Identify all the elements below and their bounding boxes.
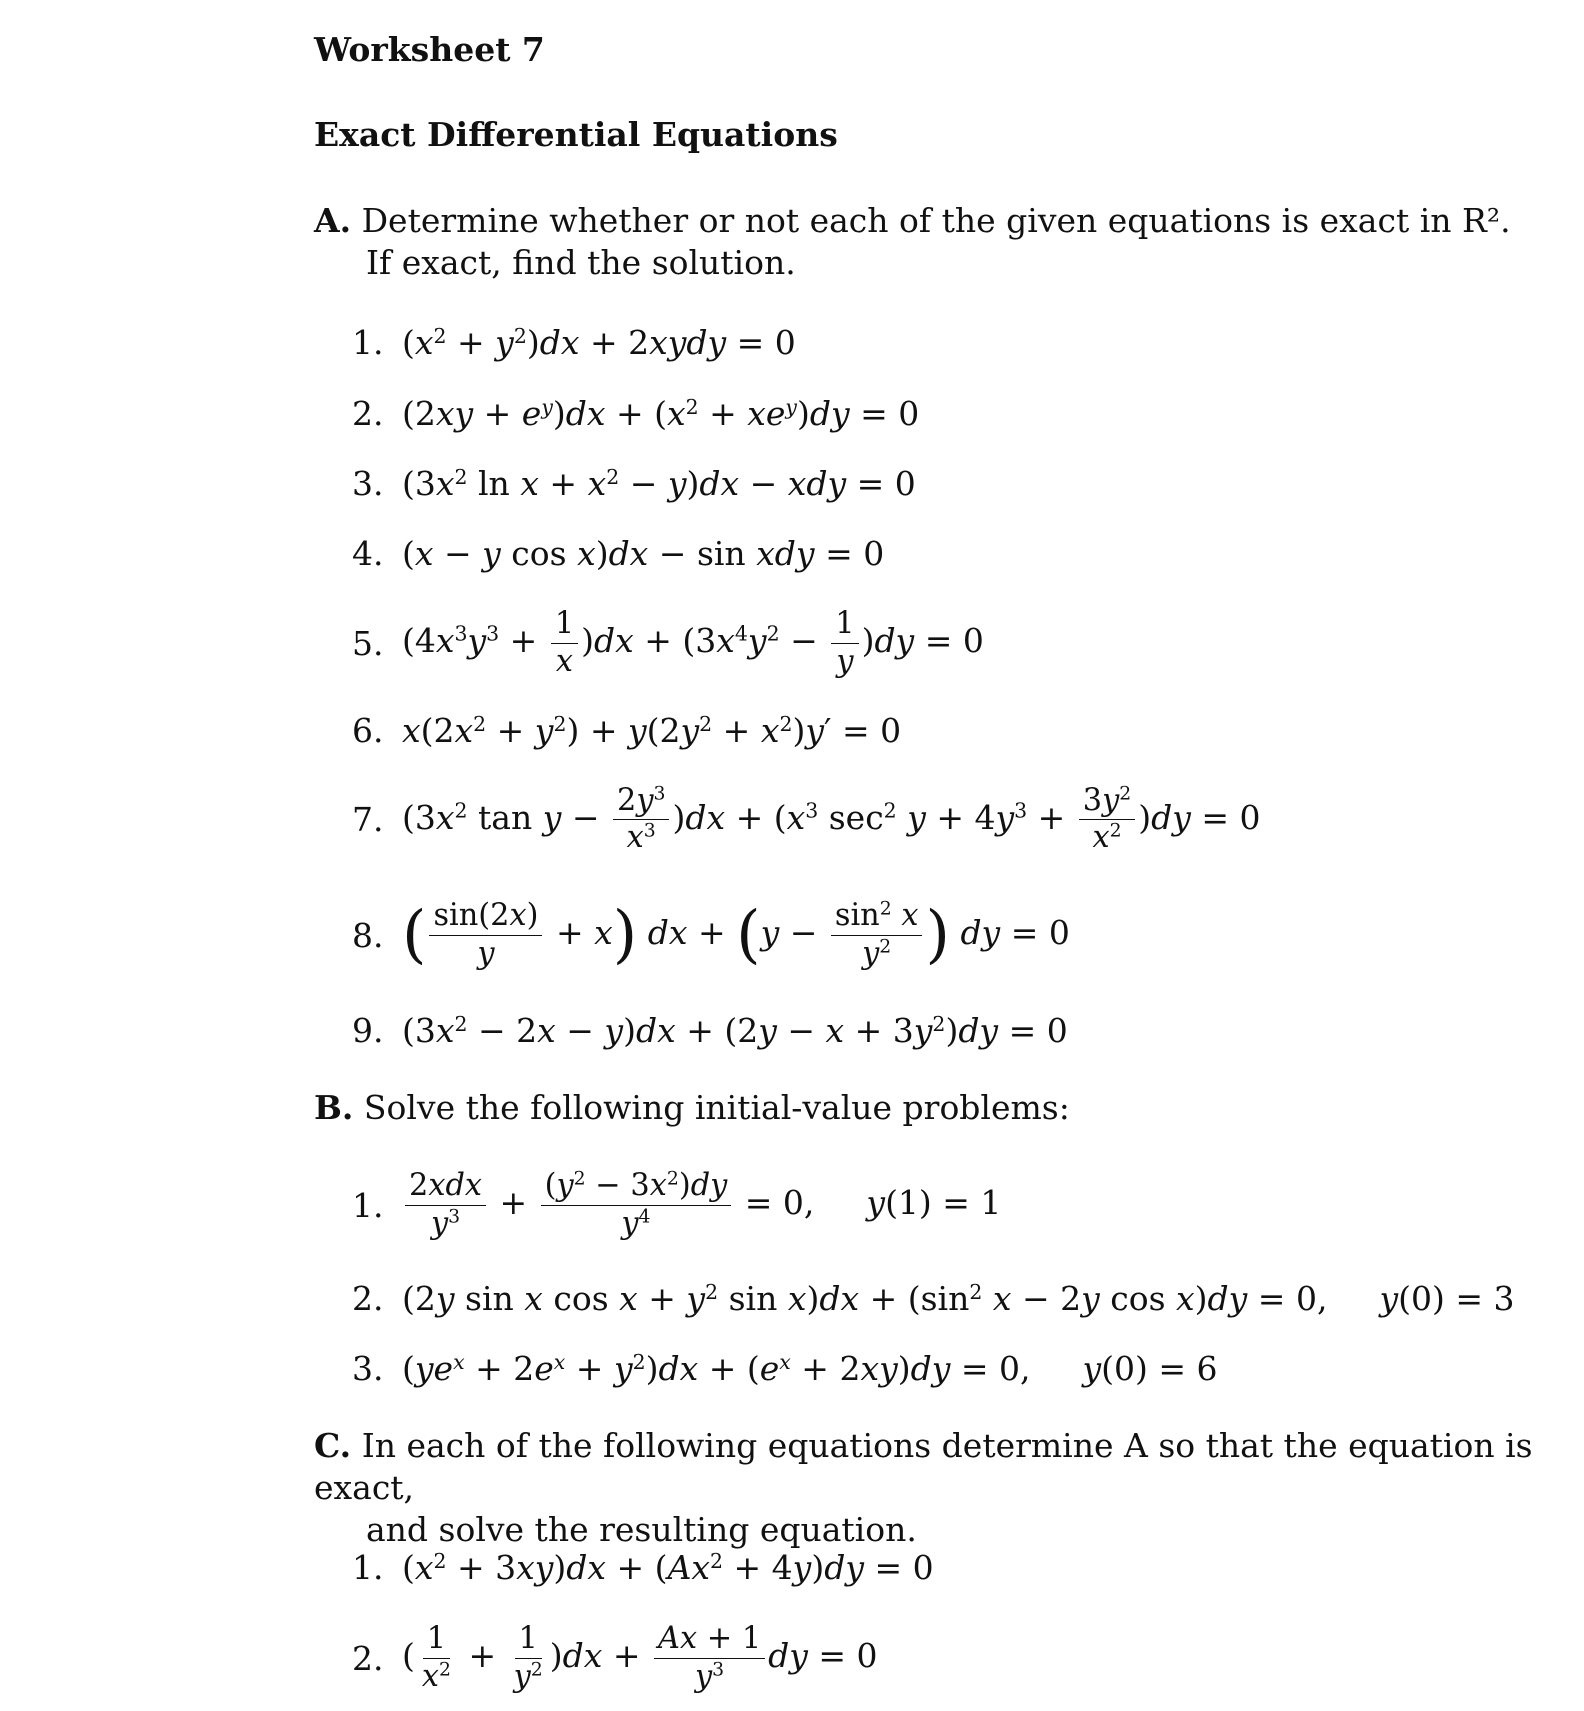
item-number: 7. [352, 800, 384, 839]
topic-title: Exact Differential Equations [314, 115, 838, 154]
section-c-line1: In each of the following equations determine A so that the equation is exact, [314, 1426, 1533, 1507]
equation: ($3x^2$ tan y − $\frac{2y^3}{x^3}$ )$dx + (x^3$ $\sec^2 y + 4y^3$ + $\frac{3y^2}{x^2}$ )dy = 0 [402, 782, 1261, 855]
item-number: 2. [352, 393, 384, 433]
section-b-item-3 [352, 1338, 1218, 1398]
worksheet-title: Worksheet 7 [314, 30, 545, 69]
item-number: 5. [352, 623, 384, 663]
section-a-letter: A. [314, 201, 352, 240]
equation: (2y sin x $\cos x + y^2$ $\sin x)dx + (\sin^2$ x − 2y cos x)dy = 0, y(0) = 3 [402, 1278, 1515, 1318]
item-number: 2. [352, 1638, 384, 1678]
section-b-letter: B. [314, 1088, 354, 1127]
equation: $\frac{\text{2xdx}}{y^3}$ + $\frac{(y^2 - 3x^2)dy}{y^4}$ = 0, y(1) = 1 [402, 1168, 1001, 1242]
equation: ( $\frac{\sin(2x)}{y}$ + x) dx + (y − $\frac{\sin^2 x}{y^2}$ ) dy = 0 [402, 897, 1070, 971]
section-a-item-3 [352, 453, 916, 513]
section-a-line2: If exact, find the solution. [366, 243, 796, 282]
equation: $x(2x^2 + y^2) + y(2y^2 + x^2)y' = 0$ [402, 710, 902, 750]
section-a-item-8 [352, 895, 1070, 975]
item-number: 9. [352, 1010, 384, 1050]
equation: ($3x^2$ $\ln x + x^2 - y)dx$ − xdy = 0 [402, 463, 916, 503]
section-a-item-7 [352, 782, 1261, 857]
equation: (x − y cos x)dx − sin xdy = 0 [402, 533, 885, 573]
section-b-item-2 [352, 1268, 1514, 1328]
item-number: 1. [352, 1547, 384, 1587]
equation: $(ye^x + 2e^x + y^2)dx + (e^x + 2xy)dy = 0$, y(0) = 6 [402, 1348, 1218, 1388]
equation: $(2xy + e^y)dx + (x^2 + xe^y)dy = 0$ [402, 393, 920, 433]
section-b-item-1 [352, 1165, 1001, 1245]
equation: $(x^2 + y^2)dx$ + 2xydy = 0 [402, 322, 796, 362]
equation: $(x^2 + 3xy)dx + (Ax^2 + 4y)dy = 0$ [402, 1547, 934, 1587]
item-number: 6. [352, 710, 384, 750]
item-number: 8. [352, 915, 384, 955]
equation: $(3x^2 - 2x - y)dx + (2y - x + 3y^2)dy = 0$ [402, 1010, 1068, 1050]
section-a-line1: Determine whether or not each of the given equations is exact in R². [361, 201, 1511, 240]
item-number: 3. [352, 463, 384, 503]
item-number: 1. [352, 322, 384, 362]
section-b-line1: Solve the following initial-value problems: [363, 1088, 1070, 1127]
section-a-item-2 [352, 383, 919, 443]
section-a-item-6 [352, 700, 901, 760]
section-a-item-1 [352, 312, 796, 372]
equation: ( $\frac{1}{x^2}$ + $\frac{1}{y^2}$ )dx + $\frac{Ax + 1}{y^3}$ dy = 0 [402, 1621, 878, 1694]
section-a-intro [314, 200, 1564, 284]
item-number: 1. [352, 1185, 384, 1225]
section-c-intro [314, 1425, 1564, 1551]
item-number: 4. [352, 533, 384, 573]
item-number: 2. [352, 1278, 384, 1318]
section-a-item-4 [352, 523, 884, 583]
equation: ($4x^3y^3$ + $\frac{1}{x}$ )$dx + (3x^4y^2$ − $\frac{1}{y}$ )dy = 0 [402, 606, 984, 679]
section-c-item-2 [352, 1618, 878, 1698]
section-c-line2: and solve the resulting equation. [366, 1510, 917, 1549]
section-b-intro [314, 1087, 1564, 1129]
section-a-item-5 [352, 608, 984, 678]
section-c-letter: C. [314, 1426, 352, 1465]
item-number: 3. [352, 1348, 384, 1388]
section-c-item-1 [352, 1537, 934, 1597]
section-a-item-9 [352, 1000, 1068, 1060]
